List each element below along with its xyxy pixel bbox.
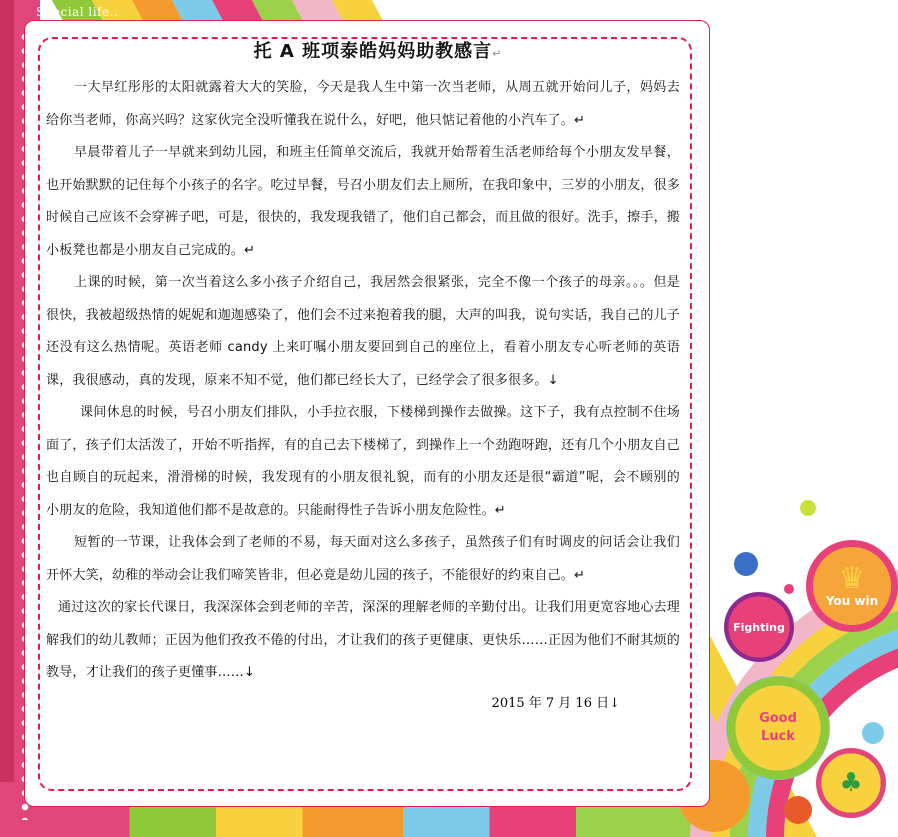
good-label: Good bbox=[759, 711, 797, 726]
bubble bbox=[734, 552, 758, 576]
paragraph-6: 通过这次的家长代课日，我深深体会到老师的辛苦，深深的理解老师的辛勤付出。让我们用更宽容地心去理解我们的幼儿教师；正因为他们孜孜不倦的付出，才让我们的孩子更健康、更快乐……正因为他们不耐其烦的教导，才让我们的孩子更懂事……↓ bbox=[46, 600, 680, 680]
bubble bbox=[862, 722, 884, 744]
left-band-dark bbox=[0, 0, 14, 837]
bubble bbox=[784, 584, 794, 594]
you-win-label: You win bbox=[825, 594, 879, 608]
title-text: 托 A 班项泰皓妈妈助教感言 bbox=[253, 41, 493, 62]
bubble bbox=[784, 796, 812, 824]
good-luck-badge bbox=[726, 676, 830, 780]
clover-icon: ♣ bbox=[839, 768, 863, 798]
paragraph-5: 短暂的一节课，让我体会到了老师的不易，每天面对这么多孩子，虽然孩子们有时调皮的问话会让我们开怀大笑，幼稚的举动会让我们啼笑皆非，但必竟是幼儿园的孩子，不能很好的约束自己。↵ bbox=[46, 535, 680, 583]
luck-label: Luck bbox=[761, 729, 795, 744]
special-life-tagline: Special life.. bbox=[36, 5, 119, 19]
bubble bbox=[800, 500, 816, 516]
paragraph-3: 上课的时候，第一次当着这么多小孩子介绍自己，我居然会很紧张，完全不像一个孩子的母亲。。。但是很快，我被超级热情的妮妮和迦迦感染了，他们会不过来抱着我的腿，大声的叫我，说句实话，我自己的儿子还没有这么热情呢。英语老师 candy 上来叮嘱小朋友要回到自己的座位上，看着小朋友专心听老师的英语课，我很感动，真的发现，原来不知不觉，他们都已经长大了，已经学会了很多很多。↓ bbox=[46, 275, 680, 388]
paragraph-4: 课间休息的时候，号召小朋友们排队，小手拉衣服，下楼梯到操作去做操。这下子，我有点控制不住场面了，孩子们太活泼了，开始不听指挥，有的自己去下楼梯了，到操作上一个劲跑呀跑，还有几个小朋友自己也自顾自的玩起来，滑滑梯的时候，我发现有的小朋友很礼貌，而有的小朋友还是很“霸道”呢，会不顾别的小朋友的危险，我知道他们都不是故意的。只能耐得性子告诉小朋友危险性。↵ bbox=[46, 405, 680, 518]
paragraph-2: 早晨带着儿子一早就来到幼儿园，和班主任简单交流后，我就开始帮着生活老师给每个小朋友发早餐，也开始默默的记住每个小孩子的名字。吃过早餐，号召小朋友们去上厕所，在我印象中，三岁的小朋友，很多时候自己应该不会穿裤子吧，可是，很快的，我发现我错了，他们自己都会，而且做的很好。洗手，擦手，搬小板凳也都是小朋友自己完成的。↵ bbox=[46, 145, 680, 258]
paragraph-mark: ↵ bbox=[492, 47, 503, 60]
clover-badge bbox=[816, 748, 886, 818]
crown-icon: ♛ bbox=[838, 561, 866, 596]
fighting-badge bbox=[724, 592, 794, 662]
document-content bbox=[46, 38, 680, 716]
you-win-badge bbox=[806, 540, 898, 632]
paragraph-1: 一大早红彤彤的太阳就露着大大的笑脸，今天是我人生中第一次当老师，从周五就开始问儿子，妈妈去给你当老师，你高兴吗？这家伙完全没听懂我在说什么，好吧，他只惦记着他的小汽车了。↵ bbox=[46, 80, 680, 128]
document-title bbox=[46, 38, 680, 66]
document-date: 2015 年 7 月 16 日↓ bbox=[491, 695, 620, 711]
fighting-label: Fighting bbox=[733, 620, 785, 634]
